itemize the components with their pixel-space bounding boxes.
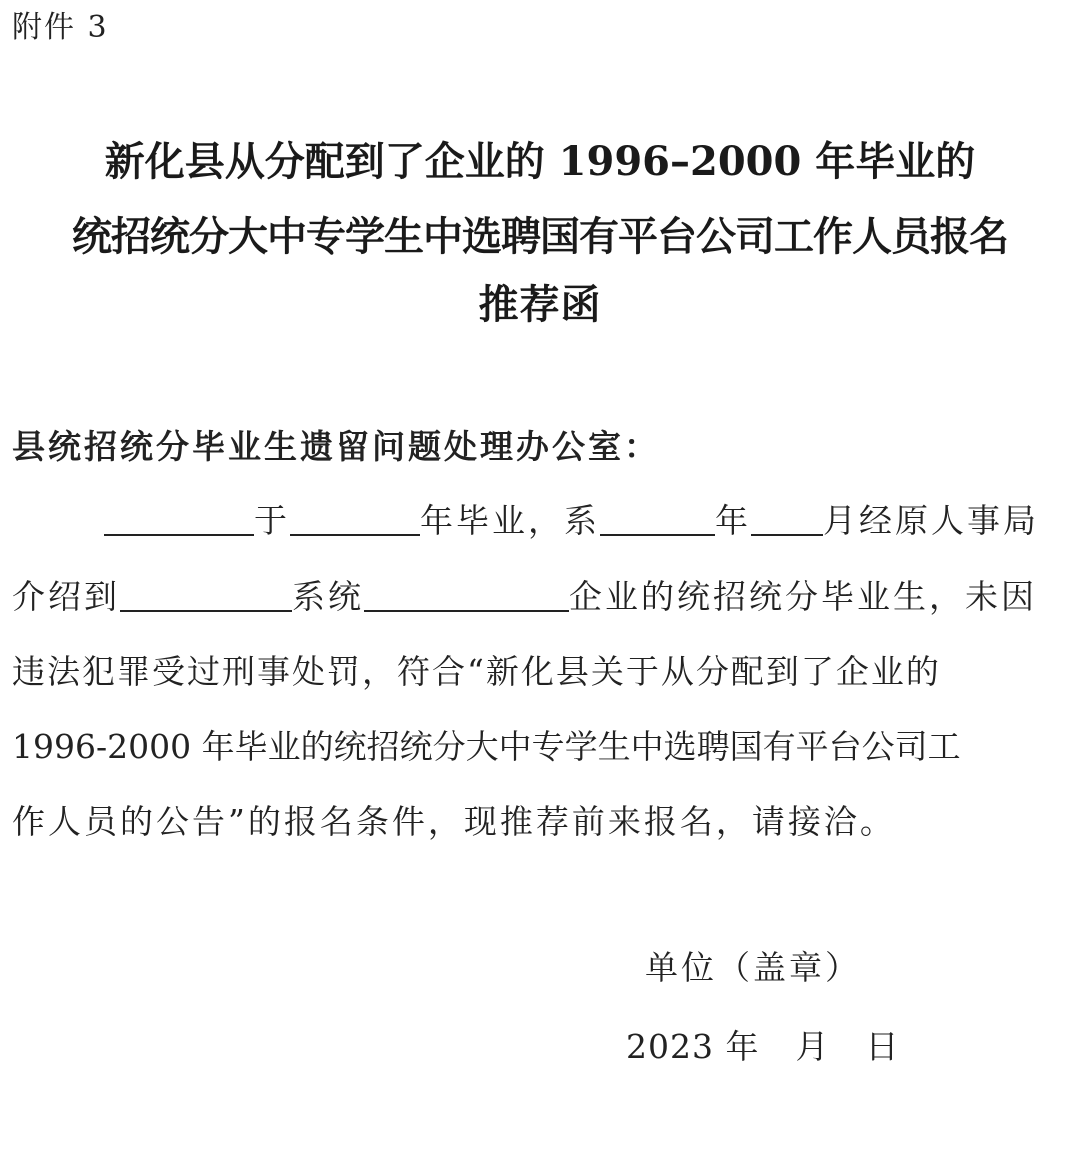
body-text: 年 — [715, 501, 751, 540]
enterprise-blank[interactable] — [364, 574, 569, 612]
date-year: 2023 — [626, 1027, 714, 1066]
body-line-4: 1996-2000 年毕业的统招统分大中专学生中选聘国有平台公司工 — [12, 727, 961, 766]
attachment-label: 附件 3 — [12, 10, 109, 45]
graduation-year-blank[interactable] — [290, 498, 420, 536]
date-day-unit: 日 — [865, 1027, 900, 1066]
body-text: 介绍到 — [12, 577, 120, 616]
body-line-3: 违法犯罪受过刑事处罚，符合“新化县关于从分配到了企业的 — [12, 652, 941, 691]
signature-unit: 单位（盖章） — [645, 948, 861, 987]
body-text: 月经原人事局 — [823, 501, 1039, 540]
date-year-unit: 年 — [725, 1027, 760, 1066]
body-text: 年毕业，系 — [420, 501, 600, 540]
body-text: 企业的统招统分毕业生，未因 — [569, 577, 1037, 616]
name-blank[interactable] — [104, 498, 254, 536]
body-line-5: 作人员的公告”的报名条件，现推荐前来报名，请接洽。 — [12, 802, 896, 841]
body-line-2 — [12, 573, 1074, 621]
assignment-year-blank[interactable] — [600, 498, 715, 536]
title-line-1: 新化县从分配到了企业的 1996–2000 年毕业的 — [104, 138, 976, 185]
system-blank[interactable] — [120, 574, 292, 612]
body-text: 系统 — [292, 577, 364, 616]
signature-date — [626, 1023, 899, 1071]
body-line-1 — [12, 497, 1074, 545]
assignment-month-blank[interactable] — [751, 498, 823, 536]
title-line-2: 统招统分大中专学生中选聘国有平台公司工作人员报名 — [72, 213, 1008, 260]
body-text: 于 — [254, 501, 290, 540]
date-month-unit: 月 — [795, 1027, 830, 1066]
salutation: 县统招统分毕业生遗留问题处理办公室： — [12, 427, 660, 466]
title-line-3: 推荐函 — [478, 281, 602, 328]
